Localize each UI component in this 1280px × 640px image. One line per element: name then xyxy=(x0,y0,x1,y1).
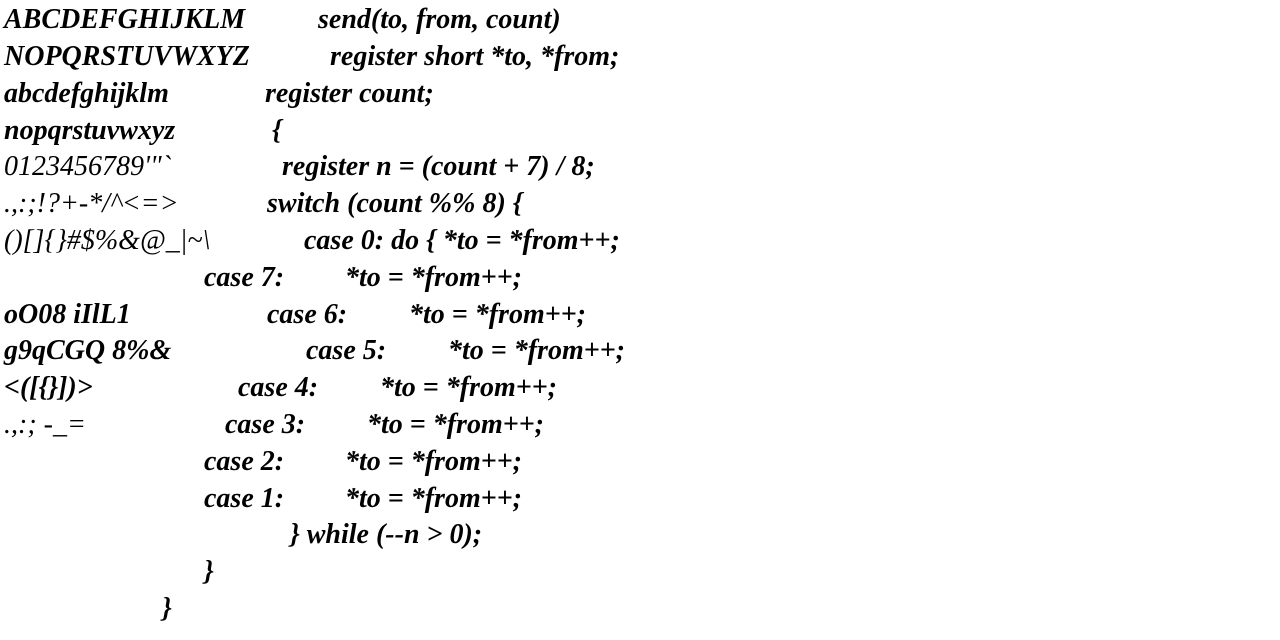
code-case-1-label: case 1: xyxy=(204,483,285,514)
digits-quotes: 0123456789'"` xyxy=(4,151,172,182)
nested-brackets: <([{}])> xyxy=(4,372,93,403)
code-close-switch: } xyxy=(204,556,214,587)
code-close-func: } xyxy=(162,593,172,624)
code-case-6-label: case 6: xyxy=(267,299,348,330)
code-case-1-stmt: *to = *from++; xyxy=(345,483,522,514)
code-case-2-stmt: *to = *from++; xyxy=(345,446,522,477)
code-case-5-stmt: *to = *from++; xyxy=(448,335,625,366)
code-case-6-stmt: *to = *from++; xyxy=(409,299,586,330)
confusable-chars-2: g9qCGQ 8%& xyxy=(4,335,172,366)
code-signature: send(to, from, count) xyxy=(318,4,561,35)
code-case-4-label: case 4: xyxy=(238,372,319,403)
code-case-3-stmt: *to = *from++; xyxy=(367,409,544,440)
code-switch: switch (count %% 8) { xyxy=(267,188,523,219)
code-case-5-label: case 5: xyxy=(306,335,387,366)
code-while: } while (--n > 0); xyxy=(290,519,483,550)
lowercase-a-m: abcdefghijklm xyxy=(4,78,169,109)
code-n-assign: register n = (count + 7) / 8; xyxy=(282,151,595,182)
code-case-3-label: case 3: xyxy=(225,409,306,440)
code-case-2-label: case 2: xyxy=(204,446,285,477)
confusable-chars-1: oO08 iIlL1 xyxy=(4,299,131,330)
code-open-brace: { xyxy=(272,115,282,146)
uppercase-n-z: NOPQRSTUVWXYZ xyxy=(4,41,250,72)
lowercase-n-z: nopqrstuvwxyz xyxy=(4,115,176,146)
code-case-4-stmt: *to = *from++; xyxy=(380,372,557,403)
code-decl-count: register count; xyxy=(265,78,434,109)
code-case-7-stmt: *to = *from++; xyxy=(345,262,522,293)
code-case-7-label: case 7: xyxy=(204,262,285,293)
punctuation-operators: .,:;!?+-*/^<=> xyxy=(4,188,179,219)
uppercase-a-m: ABCDEFGHIJKLM xyxy=(4,4,246,35)
code-decl-ptrs: register short *to, *from; xyxy=(330,41,620,72)
small-punctuation: .,:; -_= xyxy=(4,409,86,440)
brackets-symbols: ()[]{}#$%&@_|~\ xyxy=(4,225,211,256)
code-case-0: case 0: do { *to = *from++; xyxy=(304,225,620,256)
